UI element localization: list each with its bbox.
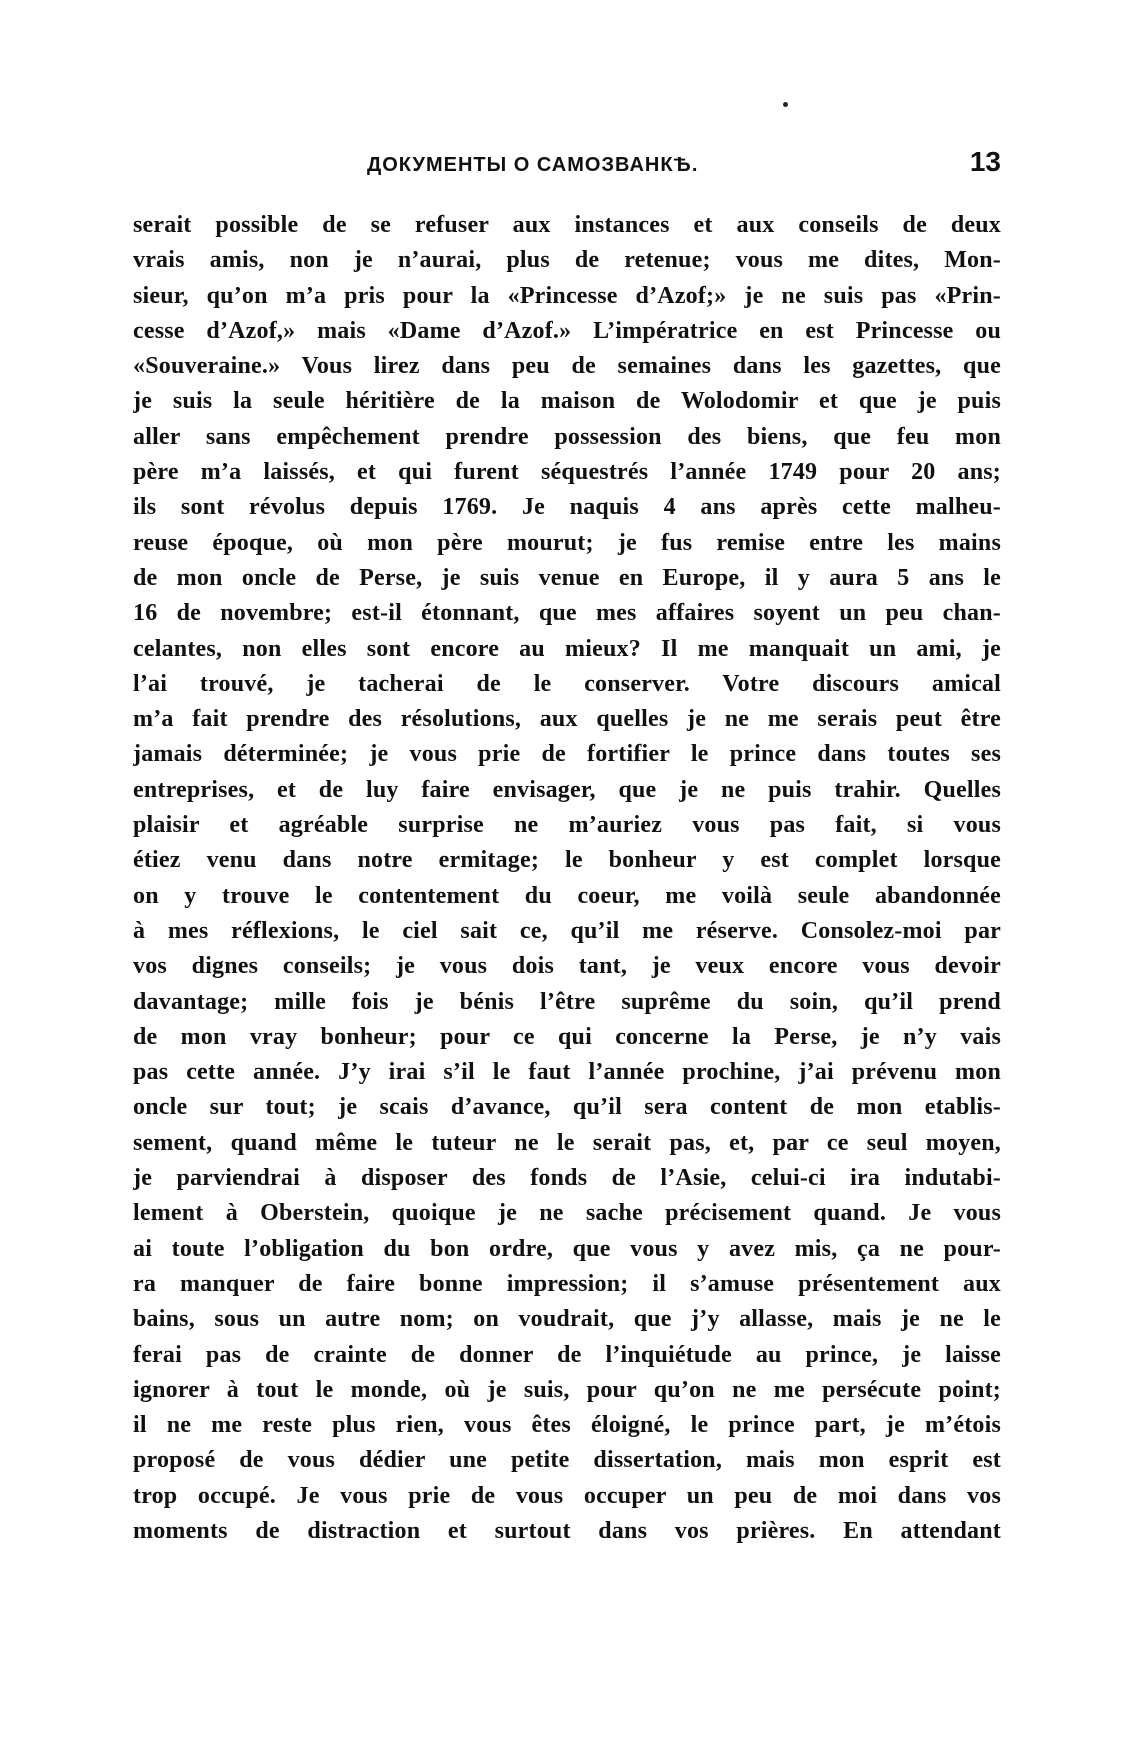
text-line: serait possible de se refuser aux instances et aux conseils de deux [133, 212, 1001, 238]
text-line: je suis la seule héritière de la maison de Wolodomir et que je puis [133, 388, 1001, 415]
text-line: celantes, non elles sont encore au mieux? Il me manquait un ami, je [133, 635, 1001, 662]
body-text [133, 208, 1001, 1549]
running-head [133, 146, 1001, 186]
print-speck [783, 102, 788, 107]
text-line: oncle sur tout; je scais d’avance, qu’il sera content de mon etablis- [133, 1094, 1001, 1121]
text-line: «Souveraine.» Vous lirez dans peu de semaines dans les gazettes, que [133, 353, 1001, 380]
text-line: ra manquer de faire bonne impression; il s’amuse présentement aux [133, 1270, 1001, 1297]
text-line: de mon oncle de Perse, je suis venue en Europe, il y aura 5 ans le [133, 564, 1001, 591]
text-line: plaisir et agréable surprise ne m’auriez vous pas fait, si vous [133, 812, 1001, 839]
page-number: 13 [969, 146, 1001, 177]
text-line: à mes réflexions, le ciel sait ce, qu’il me réserve. Consolez-moi par [133, 917, 1001, 944]
text-line: vrais amis, non je n’aurai, plus de retenue; vous me dites, Mon- [133, 247, 1001, 274]
text-line: trop occupé. Je vous prie de vous occuper un peu de moi dans vos [133, 1482, 1001, 1509]
text-line: de mon vray bonheur; pour ce qui concerne la Perse, je n’y vais [133, 1023, 1001, 1050]
text-line: ferai pas de crainte de donner de l’inquiétude au prince, je laisse [133, 1341, 1001, 1368]
text-line: ils sont révolus depuis 1769. Je naquis 4 ans après cette malheu- [133, 494, 1001, 521]
text-line: davantage; mille fois je bénis l’être suprême du soin, qu’il prend [133, 988, 1001, 1015]
text-line: ai toute l’obligation du bon ordre, que vous y avez mis, ça ne pour- [133, 1235, 1001, 1262]
text-line: ignorer à tout le monde, où je suis, pour qu’on ne me persécute point; [133, 1376, 1001, 1403]
running-title: ДОКУМЕНТЫ О САМОЗВАНКѢ. [367, 154, 699, 176]
text-line: cesse d’Azof,» mais «Dame d’Azof.» L’impératrice en est Princesse ou [133, 317, 1001, 344]
text-line: bains, sous un autre nom; on voudrait, que j’y allasse, mais je ne le [133, 1306, 1001, 1333]
text-line: lement à Oberstein, quoique je ne sache précisement quand. Je vous [133, 1200, 1001, 1227]
text-line: l’ai trouvé, je tacherai de le conserver. Votre discours amical [133, 670, 1001, 697]
text-line: étiez venu dans notre ermitage; le bonheur y est complet lorsque [133, 847, 1001, 874]
text-line: on y trouve le contentement du coeur, me voilà seule abandonnée [133, 882, 1001, 909]
text-line: 16 de novembre; est-il étonnant, que mes affaires soyent un peu chan- [133, 600, 1001, 627]
text-line: sieur, qu’on m’a pris pour la «Princesse d’Azof;» je ne suis pas «Prin- [133, 282, 1001, 309]
text-line: proposé de vous dédier une petite dissertation, mais mon esprit est [133, 1447, 1001, 1474]
text-line: je parviendrai à disposer des fonds de l’Asie, celui-ci ira indutabi- [133, 1165, 1001, 1192]
text-line: vos dignes conseils; je vous dois tant, je veux encore vous devoir [133, 953, 1001, 980]
text-line: moments de distraction et surtout dans vos prières. En attendant [133, 1517, 1001, 1544]
text-line: jamais déterminée; je vous prie de fortifier le prince dans toutes ses [133, 741, 1001, 768]
text-line: aller sans empêchement prendre possession des biens, que feu mon [133, 423, 1001, 450]
text-line: entreprises, et de luy faire envisager, que je ne puis trahir. Quelles [133, 776, 1001, 803]
text-line: pas cette année. J’y irai s’il le faut l’année prochine, j’ai prévenu mon [133, 1059, 1001, 1086]
text-line: m’a fait prendre des résolutions, aux quelles je ne me serais peut être [133, 706, 1001, 733]
text-line: reuse époque, où mon père mourut; je fus remise entre les mains [133, 529, 1001, 556]
text-line: il ne me reste plus rien, vous êtes éloigné, le prince part, je m’étois [133, 1412, 1001, 1439]
text-line: père m’a laissés, et qui furent séquestrés l’année 1749 pour 20 ans; [133, 459, 1001, 486]
text-line: sement, quand même le tuteur ne le serait pas, et, par ce seul moyen, [133, 1129, 1001, 1156]
